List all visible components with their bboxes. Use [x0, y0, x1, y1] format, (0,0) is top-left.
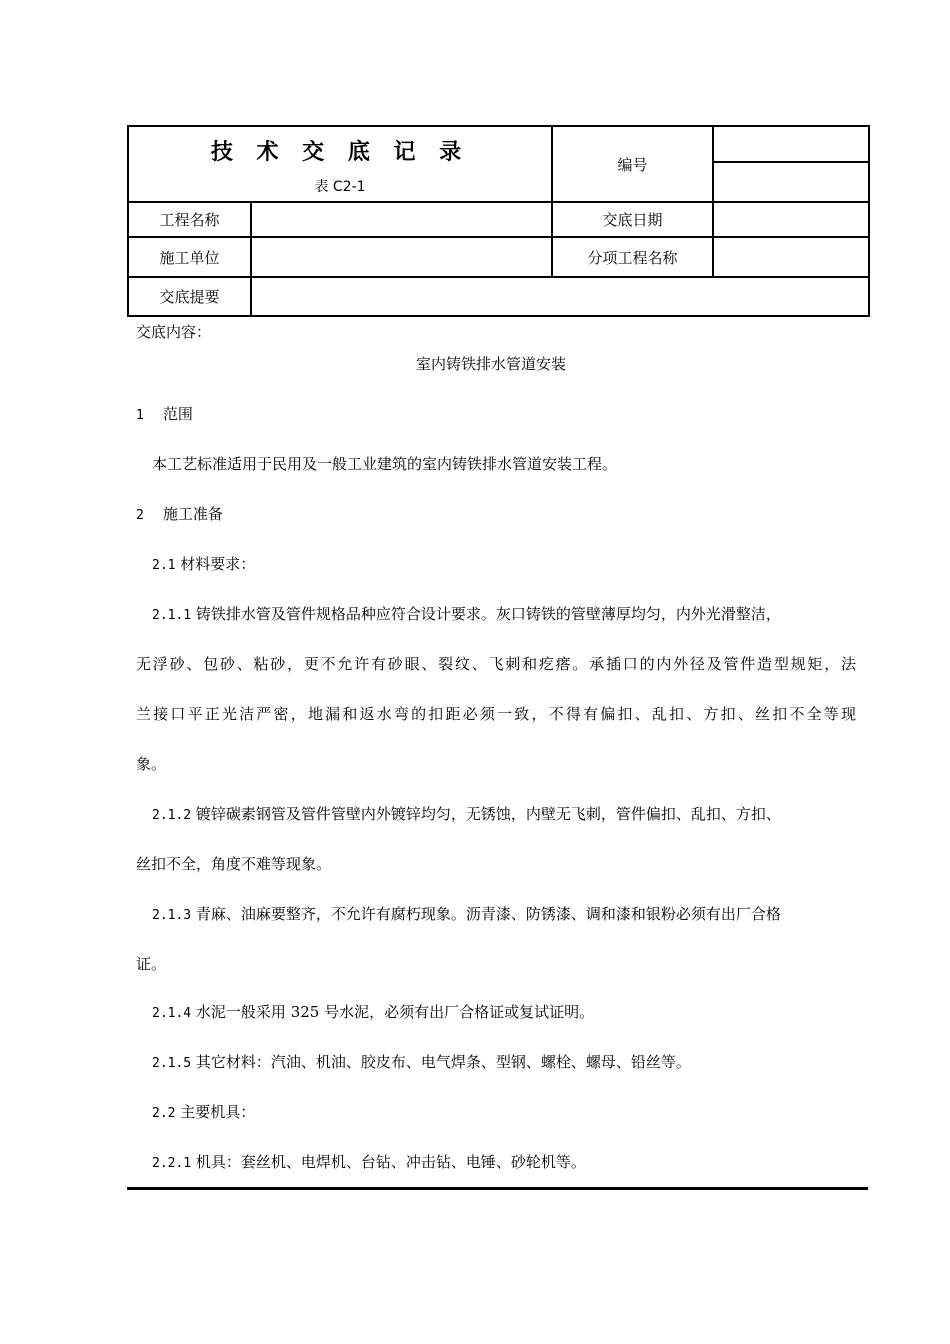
- project-name-label: 工程名称: [128, 202, 251, 237]
- item-2-1-2-line-2: 丝扣不全，角度不难等现象。: [136, 855, 332, 873]
- item-2-2-1: [152, 1137, 586, 1189]
- section-number: 2.2.1: [152, 1156, 192, 1171]
- section-number: 2.1.5: [152, 1056, 192, 1071]
- date-value[interactable]: [713, 202, 869, 237]
- section-title: 施工准备: [162, 505, 223, 523]
- section-number: 2.1.4: [152, 1006, 192, 1021]
- form-number: 表 C2-1: [314, 178, 366, 195]
- subsection-text: 材料要求：: [180, 555, 256, 573]
- record-header-table: [127, 125, 870, 317]
- section-number: 1: [136, 408, 144, 423]
- subproject-label: 分项工程名称: [552, 237, 713, 277]
- subsection-2-2: [152, 1087, 255, 1139]
- item-2-1-1-line-1: [152, 589, 781, 641]
- section-number: 2.1: [152, 558, 176, 573]
- item-text: 机具：套丝机、电焊机、台钻、冲击钻、电锤、砂轮机等。: [195, 1153, 586, 1171]
- title-cell: [128, 126, 552, 202]
- number-value-cell-1[interactable]: [713, 126, 869, 162]
- number-label: 编号: [617, 155, 648, 174]
- item-text: 铸铁排水管及管件规格品种应符合设计要求。灰口铸铁的管壁薄厚均匀，内外光滑整洁，: [195, 605, 781, 623]
- section-number: 2: [136, 508, 144, 523]
- section-2-heading: [136, 489, 223, 541]
- section-number: 2.1.1: [152, 608, 192, 623]
- form-title: 技 术 交 底 记 录: [210, 139, 470, 165]
- section-1-heading: [136, 389, 193, 441]
- item-2-1-2-line-1: [152, 789, 781, 841]
- item-text: 青麻、油麻要整齐，不允许有腐朽现象。沥青漆、防锈漆、调和漆和银粉必须有出厂合格: [195, 905, 781, 923]
- item-2-1-5: [152, 1037, 691, 1089]
- item-2-1-1-line-4: 象。: [136, 755, 167, 773]
- item-2-1-1-line-2: 无浮砂、包砂、粘砂，更不允许有砂眼、裂纹、飞刺和疙瘩。承插口的内外径及管件造型规矩，法: [136, 655, 856, 673]
- subsection-2-1: [152, 539, 255, 591]
- unit-value[interactable]: [251, 237, 552, 277]
- content-title: 室内铸铁排水管道安装: [416, 355, 567, 373]
- subsection-text: 主要机具：: [180, 1103, 256, 1121]
- content-intro: 交底内容：: [136, 323, 212, 341]
- section-number: 2.1.3: [152, 908, 192, 923]
- item-2-1-1-line-3: 兰接口平正光洁严密，地漏和返水弯的扣距必须一致，不得有偏扣、乱扣、方扣、丝扣不全等现: [136, 705, 856, 723]
- item-2-1-4: [152, 987, 594, 1039]
- bottom-divider: [127, 1187, 868, 1190]
- section-1-text: 本工艺标准适用于民用及一般工业建筑的室内铸铁排水管道安装工程。: [152, 455, 618, 473]
- unit-label: 施工单位: [128, 237, 251, 277]
- section-number: 2.1.2: [152, 808, 192, 823]
- subproject-value[interactable]: [713, 237, 869, 277]
- number-label-cell: [552, 126, 713, 202]
- summary-value[interactable]: [251, 277, 869, 316]
- item-text: 水泥一般采用 325 号水泥，必须有出厂合格证或复试证明。: [195, 1003, 595, 1021]
- item-text: 镀锌碳素钢管及管件管壁内外镀锌均匀，无锈蚀，内壁无飞刺，管件偏扣、乱扣、方扣、: [195, 805, 781, 823]
- section-title: 范围: [162, 405, 193, 423]
- date-label: 交底日期: [552, 202, 713, 237]
- section-number: 2.2: [152, 1106, 176, 1121]
- item-text: 其它材料：汽油、机油、胶皮布、电气焊条、型钢、螺栓、螺母、铅丝等。: [195, 1053, 691, 1071]
- number-value-cell-2[interactable]: [713, 162, 869, 202]
- item-2-1-3-line-1: [152, 889, 781, 941]
- project-name-value[interactable]: [251, 202, 552, 237]
- summary-label: 交底提要: [128, 277, 251, 316]
- item-2-1-3-line-2: 证。: [136, 955, 167, 973]
